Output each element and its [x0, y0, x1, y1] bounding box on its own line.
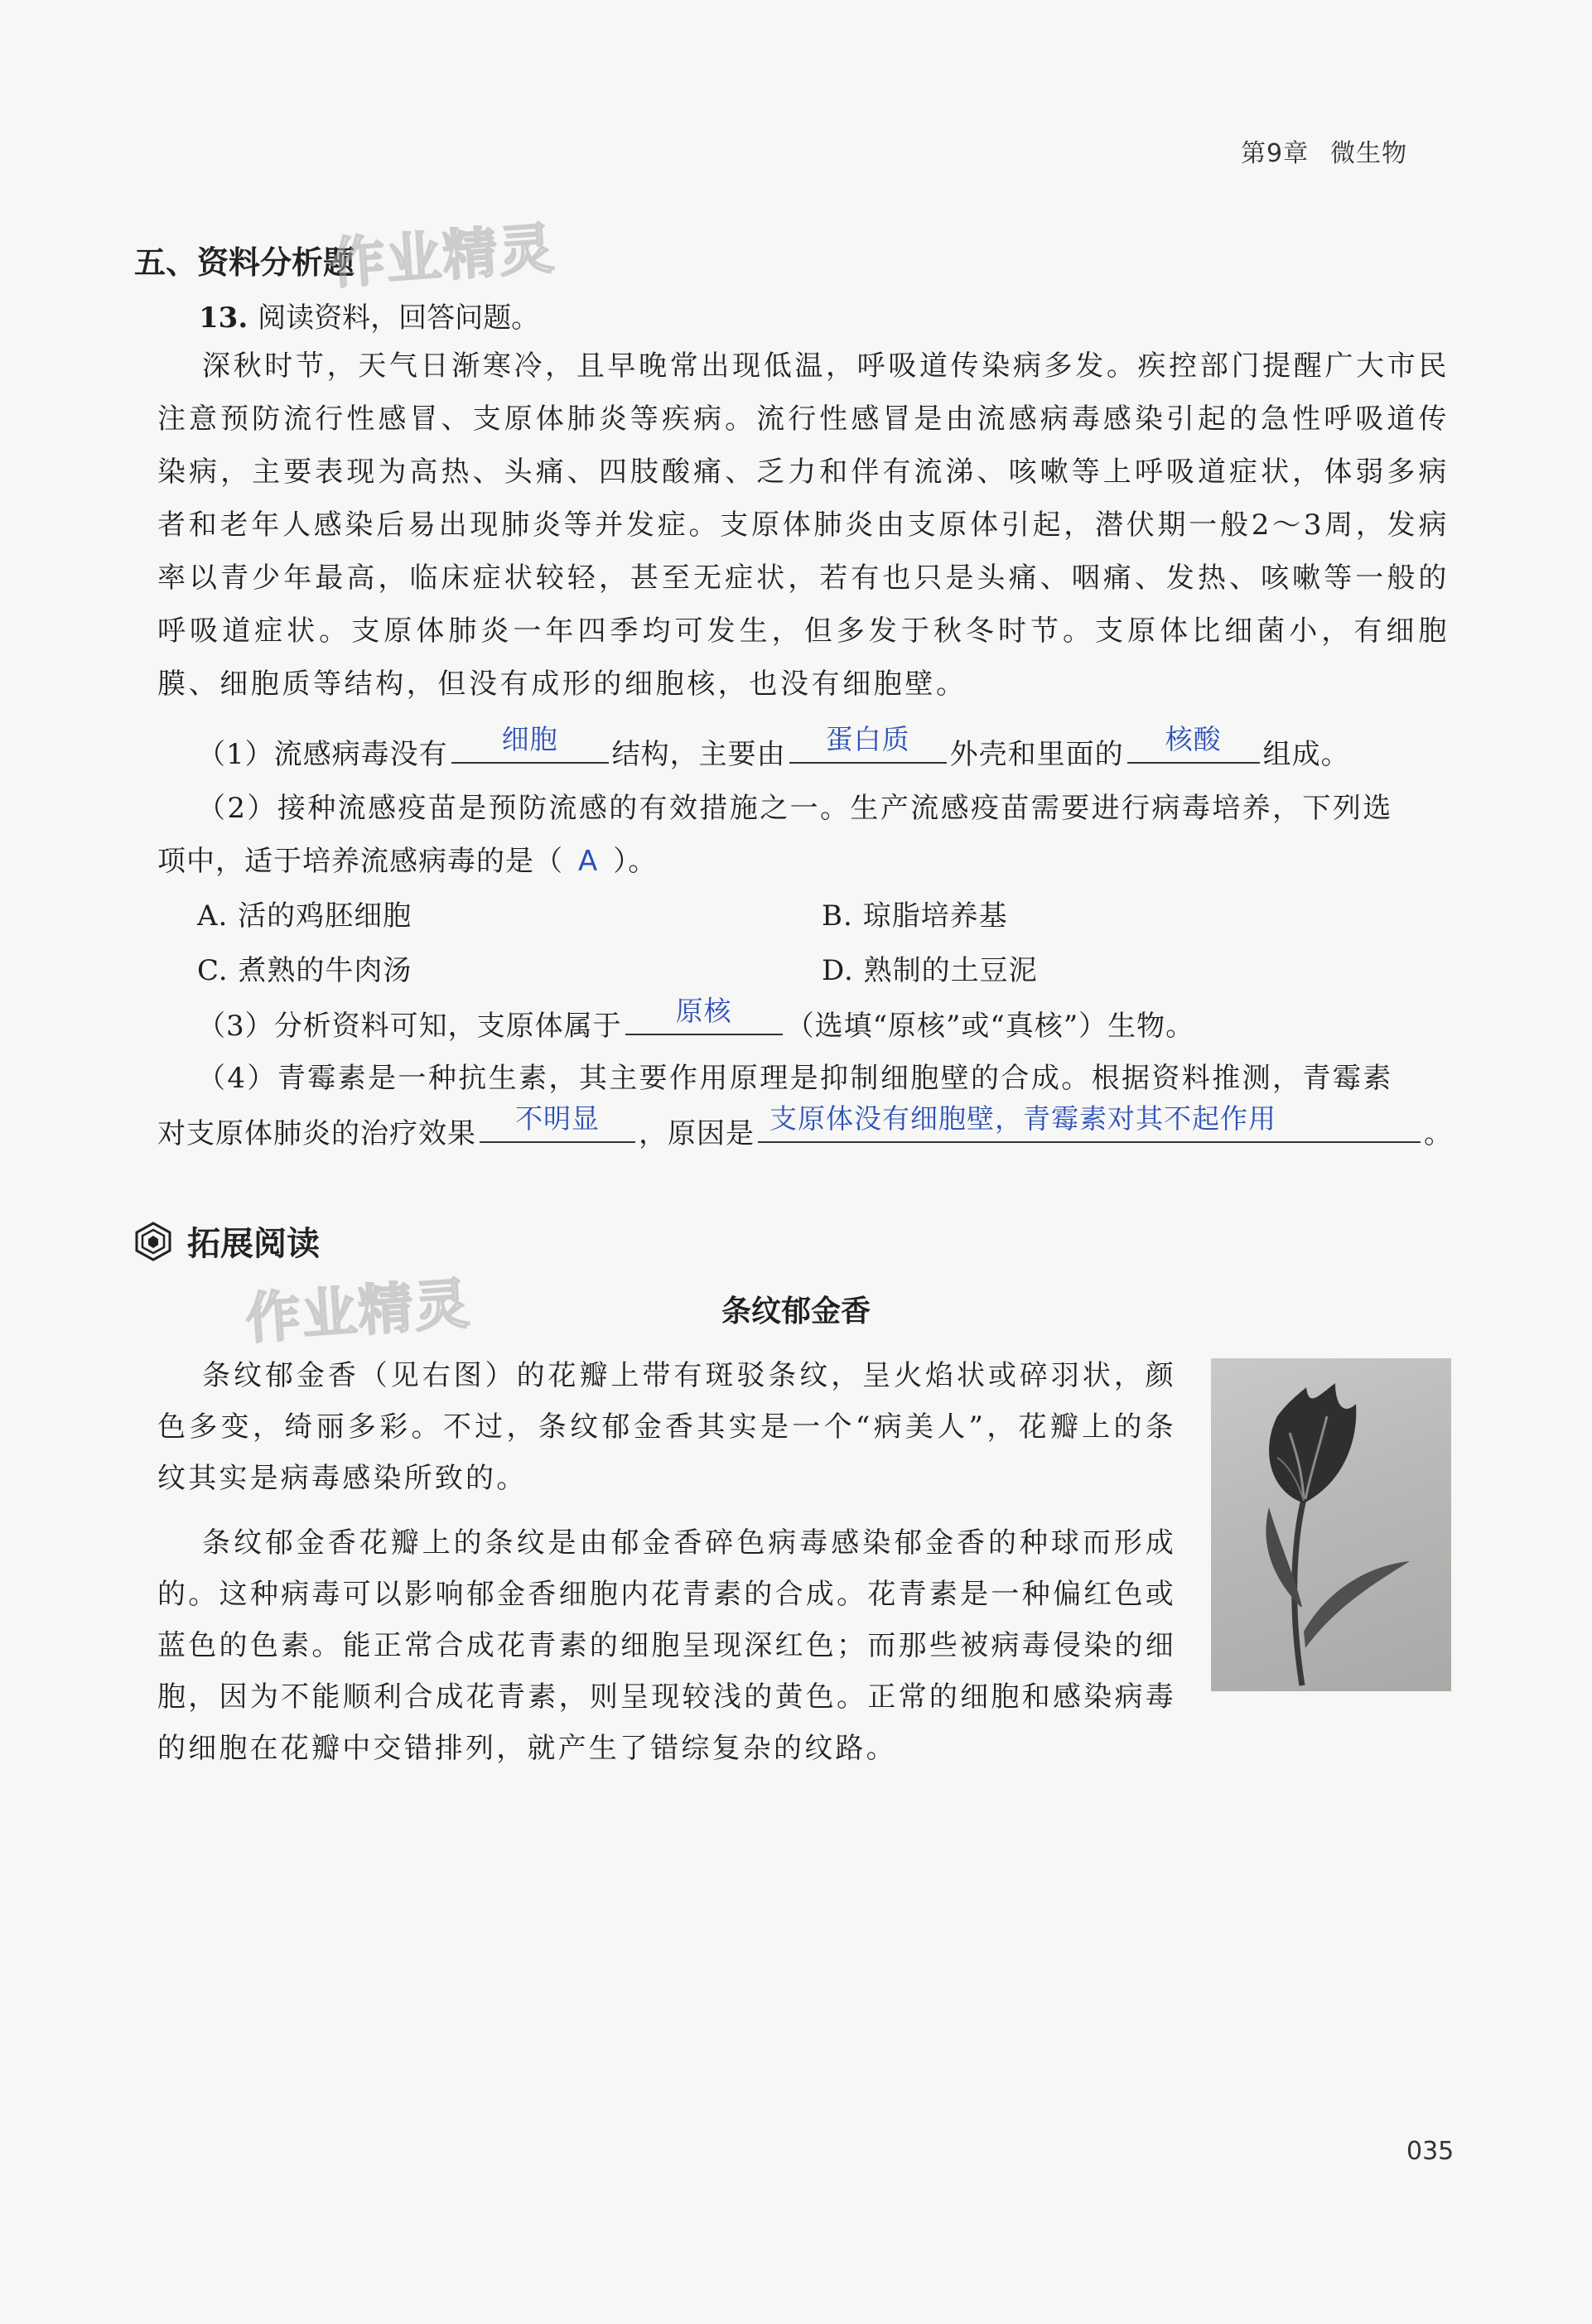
question-prompt [199, 292, 539, 345]
sub4-text-1: 对支原体肺炎的治疗效果 [157, 1117, 476, 1150]
article-body [157, 1350, 1176, 1787]
extension-heading-text: 拓展阅读 [187, 1225, 320, 1263]
sub4-text-2: ，原因是 [639, 1117, 755, 1150]
sub2-text-pre: 项中，适于培养流感病毒的是（ [157, 845, 563, 878]
answer-blank-3[interactable] [1127, 723, 1260, 764]
watermark: 作业精灵 [244, 1271, 473, 1352]
answer-text-6: 支原体没有细胞壁，青霉素对其不起作用 [769, 1102, 1276, 1135]
sub1-text-4: 组成。 [1262, 738, 1350, 771]
page-number: 035 [1406, 2137, 1455, 2166]
sub1-text-1: （1）流感病毒没有 [197, 738, 448, 771]
material-paragraph: 深秋时节，天气日渐寒冷，且早晚常出现低温，呼吸道传染病多发。疾控部门提醒广大市民注意预防流行性感冒、支原体肺炎等疾病。流行性感冒是由流感病毒感染引起的急性呼吸道传染病，主要表现为高热、头痛、四肢酸痛、乏力和伴有流涕、咳嗽等上呼吸道症状，体弱多病者和老年人感染后易出现肺炎等并发症。支原体肺炎由支原体引起，潜伏期一般2～3周，发病率以青少年最高，临床症状较轻，甚至无症状，若有也只是头痛、咽痛、发热、咳嗽等一般的呼吸道症状。支原体肺炎一年四季均可发生，但多发于秋冬时节。支原体比细菌小，有细胞膜、细胞质等结构，但没有成形的细胞核，也没有细胞壁。 [157, 350, 1450, 701]
answer-blank-1[interactable] [451, 723, 609, 764]
sub2-text-post: ）。 [613, 845, 658, 878]
answer-text-3: 核酸 [1165, 723, 1222, 755]
question-prompt-text: 阅读资料，回答问题。 [258, 301, 540, 335]
sub3-text-1: （3）分析资料可知，支原体属于 [197, 1010, 622, 1043]
tulip-image [1211, 1358, 1451, 1691]
extension-heading [133, 1217, 320, 1265]
option-b: B. 琼脂培养基 [822, 899, 1008, 933]
question-number: 13. [199, 301, 248, 335]
answer-blank-6[interactable] [758, 1102, 1421, 1143]
sub-question-2-line-2 [157, 838, 657, 879]
choice-answer: A [578, 845, 599, 878]
tulip-illustration [1211, 1358, 1451, 1691]
article-paragraph-1: 条纹郁金香（见右图）的花瓣上带有斑驳条纹，呈火焰状或碎羽状，颜色多变，绮丽多彩。不过，条纹郁金香其实是一个“病美人”，花瓣上的条纹其实是病毒感染所致的。 [157, 1359, 1176, 1495]
sub-question-4-line-1: （4）青霉素是一种抗生素，其主要作用原理是抑制细胞壁的合成。根据资料推测，青霉素 [197, 1062, 1393, 1095]
sub-question-2-line-1: （2）接种流感疫苗是预防流感的有效措施之一。生产流感疫苗需要进行病毒培养，下列选 [197, 792, 1393, 825]
answer-text-1: 细胞 [501, 723, 558, 755]
chapter-title: 微生物 [1330, 139, 1408, 168]
answer-blank-5[interactable] [480, 1102, 635, 1143]
reading-badge-icon [133, 1221, 174, 1262]
sub-question-4-line-2 [157, 1102, 1453, 1151]
option-c: C. 煮熟的牛肉汤 [197, 954, 412, 987]
option-a: A. 活的鸡胚细胞 [197, 899, 412, 933]
answer-text-5: 不明显 [515, 1102, 600, 1135]
sub1-text-3: 外壳和里面的 [949, 738, 1124, 771]
answer-blank-2[interactable] [789, 723, 947, 764]
sub-question-3 [197, 995, 1195, 1044]
answer-text-2: 蛋白质 [825, 723, 910, 755]
watermark: 作业精灵 [328, 216, 557, 297]
page-header [1241, 133, 1407, 169]
sub1-text-2: 结构，主要由 [611, 738, 786, 771]
sub4-text-3: 。 [1424, 1117, 1453, 1150]
article-paragraph-2: 条纹郁金香花瓣上的条纹是由郁金香碎色病毒感染郁金香的种球而形成的。这种病毒可以影响郁金香细胞内花青素的合成。花青素是一种偏红色或蓝色的色素。能正常合成花青素的细胞呈现深红色；而那些被病毒侵染的细胞，因为不能顺利合成花青素，则呈现较浅的黄色。正常的细胞和感染病毒的细胞在花瓣中交错排列，就产生了错综复杂的纹路。 [157, 1526, 1176, 1765]
article-title: 条纹郁金香 [721, 1295, 871, 1328]
answer-blank-4[interactable] [625, 995, 783, 1035]
sub3-text-2: （选填“原核”或“真核”）生物。 [785, 1010, 1195, 1043]
answer-text-4: 原核 [675, 995, 732, 1027]
sub-question-1 [197, 723, 1350, 772]
chapter-number: 第9章 [1241, 139, 1310, 168]
section-title: 五、资料分析题 [134, 244, 355, 281]
option-d: D. 熟制的土豆泥 [822, 954, 1038, 987]
